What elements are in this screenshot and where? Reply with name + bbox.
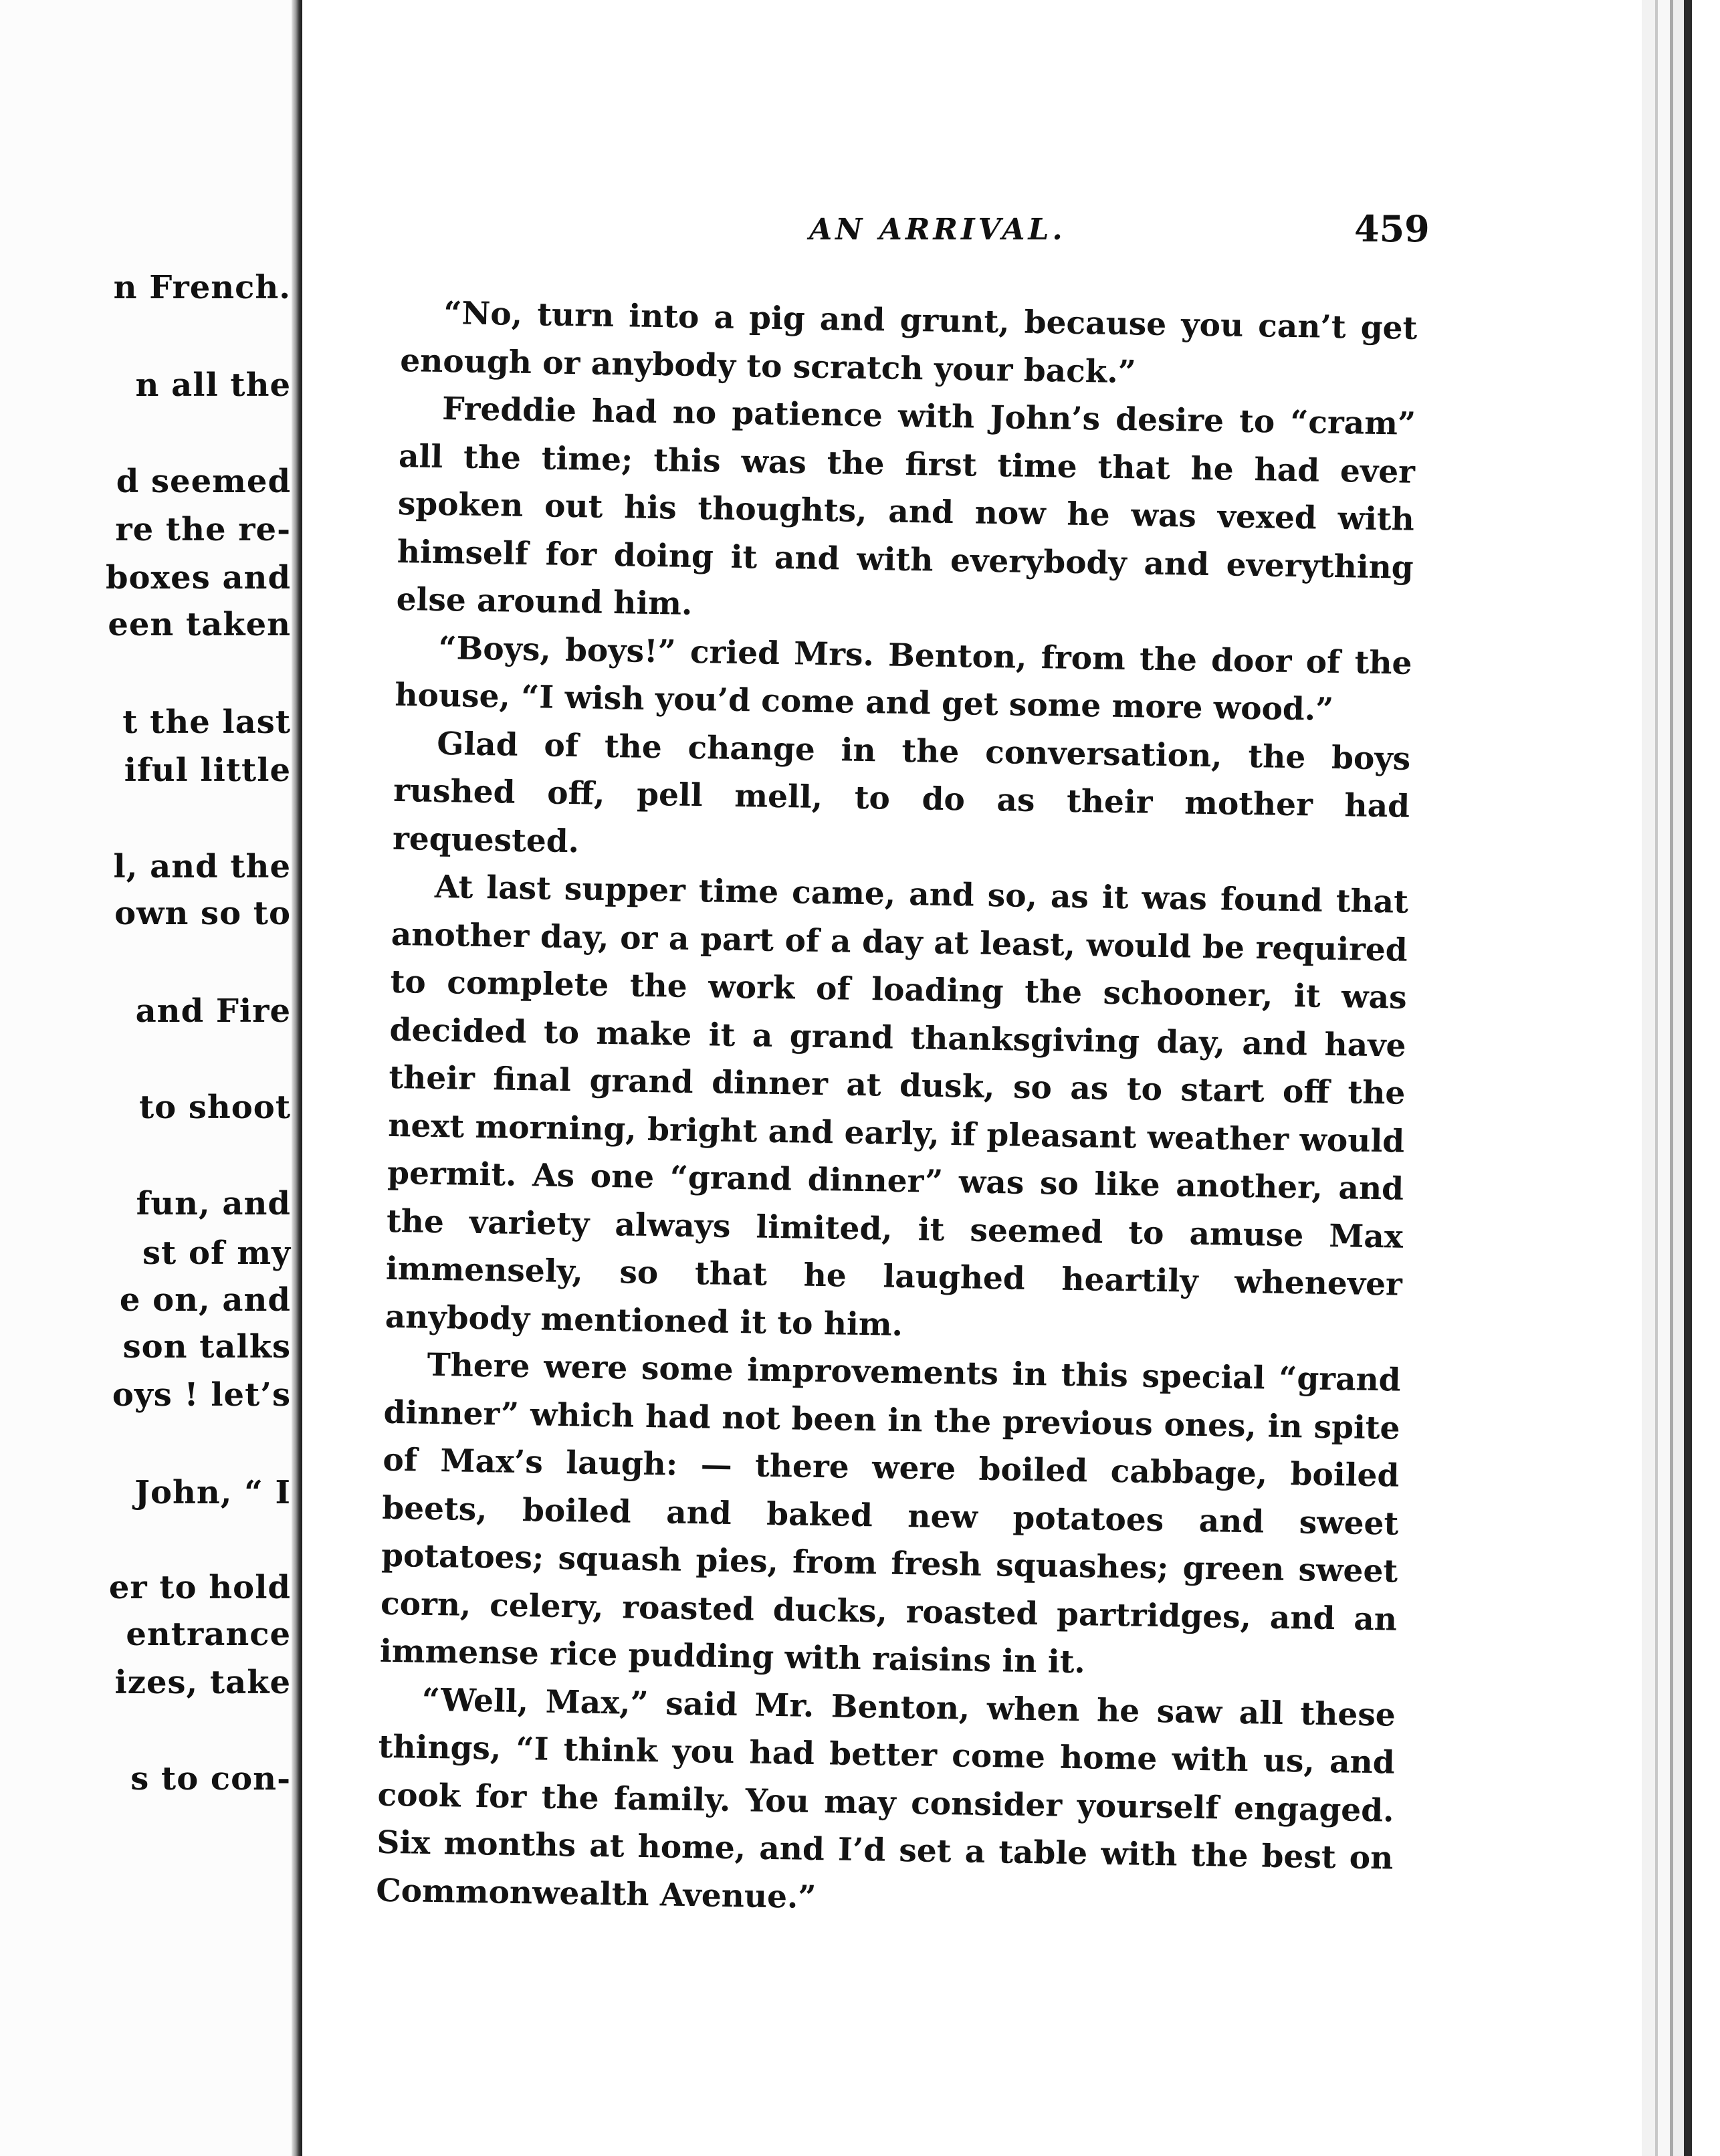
book-gutter	[292, 0, 302, 2156]
page-header	[0, 207, 1430, 266]
left-page-line: to shoot	[138, 1089, 291, 1126]
left-page-line: e on, and	[119, 1281, 291, 1319]
left-page-line: fun, and	[136, 1185, 291, 1222]
left-page-line: oys ! let’s	[112, 1376, 291, 1414]
paragraph: Glad of the change in the conversation, the boys rushed off, pell mell, to do as their mother had requested.	[392, 725, 1411, 860]
left-page-line: s to con-	[130, 1760, 291, 1798]
left-page-line: boxes and	[105, 559, 291, 597]
left-page-line: son talks	[122, 1328, 291, 1366]
page-edge	[1642, 0, 1655, 2156]
left-page-line: entrance	[126, 1616, 291, 1653]
left-page	[0, 0, 294, 2156]
left-page-line: John, “ I	[134, 1474, 291, 1511]
paragraph: There were some improvements in this special “grand dinner” which had not been in the previous ones, in spite of Max’s laugh: — there were boiled cabbage, boiled beets, boiled and baked new potatoes and sweet potatoes; squash pies, from fresh squashes; green sweet corn, celery, roasted ducks, roasted partridges, and an immense rice pudding with raisins in it.	[379, 1346, 1401, 1681]
left-page-line: t the last	[122, 704, 291, 741]
left-page-line: izes, take	[114, 1664, 291, 1701]
body-text	[376, 289, 1418, 1931]
page-edge	[1658, 0, 1670, 2156]
left-page-line: iful little	[124, 752, 291, 789]
scan-margin	[1692, 0, 1720, 2156]
running-head: AN ARRIVAL.	[809, 213, 1066, 247]
left-page-line: n French.	[113, 269, 291, 306]
paragraph: “Boys, boys!” cried Mrs. Benton, from the door of the house, “I wish you’d come and get some more wood.”	[395, 629, 1412, 728]
left-page-line: er to hold	[108, 1569, 291, 1606]
left-page-line: st of my	[142, 1234, 291, 1272]
left-page-line: own so to	[114, 895, 291, 932]
left-page-line: l, and the	[113, 848, 291, 885]
paragraph: Freddie had no patience with John’s desire to “cram” all the time; this was the first time that he had ever spoken out his thoughts, and now he was vexed with himself for doing it and with everybody and everything else around him.	[396, 390, 1416, 623]
paragraph: “No, turn into a pig and grunt, because you can’t get enough or anybody to scratch your back.”	[399, 295, 1418, 391]
paragraph: At last supper time came, and so, as it was found that another day, or a part of a day at least, would be required to complete the work of loading the schooner, it was decided to make it a grand thanksgiving day, and have their final grand dinner at dusk, so as to start off the next morning, bright and early, if pleasant weather would permit. As one “grand dinner” was so like another, and the variety always limited, it seemed to amuse Max immensely, so that he laughed heartily whenever anybody mentioned it to him.	[385, 868, 1409, 1343]
left-page-line: re the re-	[115, 511, 291, 548]
left-page-line: n all the	[135, 366, 291, 404]
page-number: 459	[1354, 207, 1430, 250]
left-page-line: d seemed	[116, 463, 291, 500]
paragraph: “Well, Max,” said Mr. Benton, when he saw all these things, “I think you had better come home with us, and cook for the family. You may consider yourself engaged. Six months at home, and I’d set a table with the best on Commonwealth Avenue.”	[375, 1681, 1396, 1916]
page-edge	[1673, 0, 1684, 2156]
book-cover-edge	[1684, 0, 1692, 2156]
left-page-line: and Fire	[135, 992, 291, 1030]
left-page-line: een taken	[108, 606, 291, 643]
